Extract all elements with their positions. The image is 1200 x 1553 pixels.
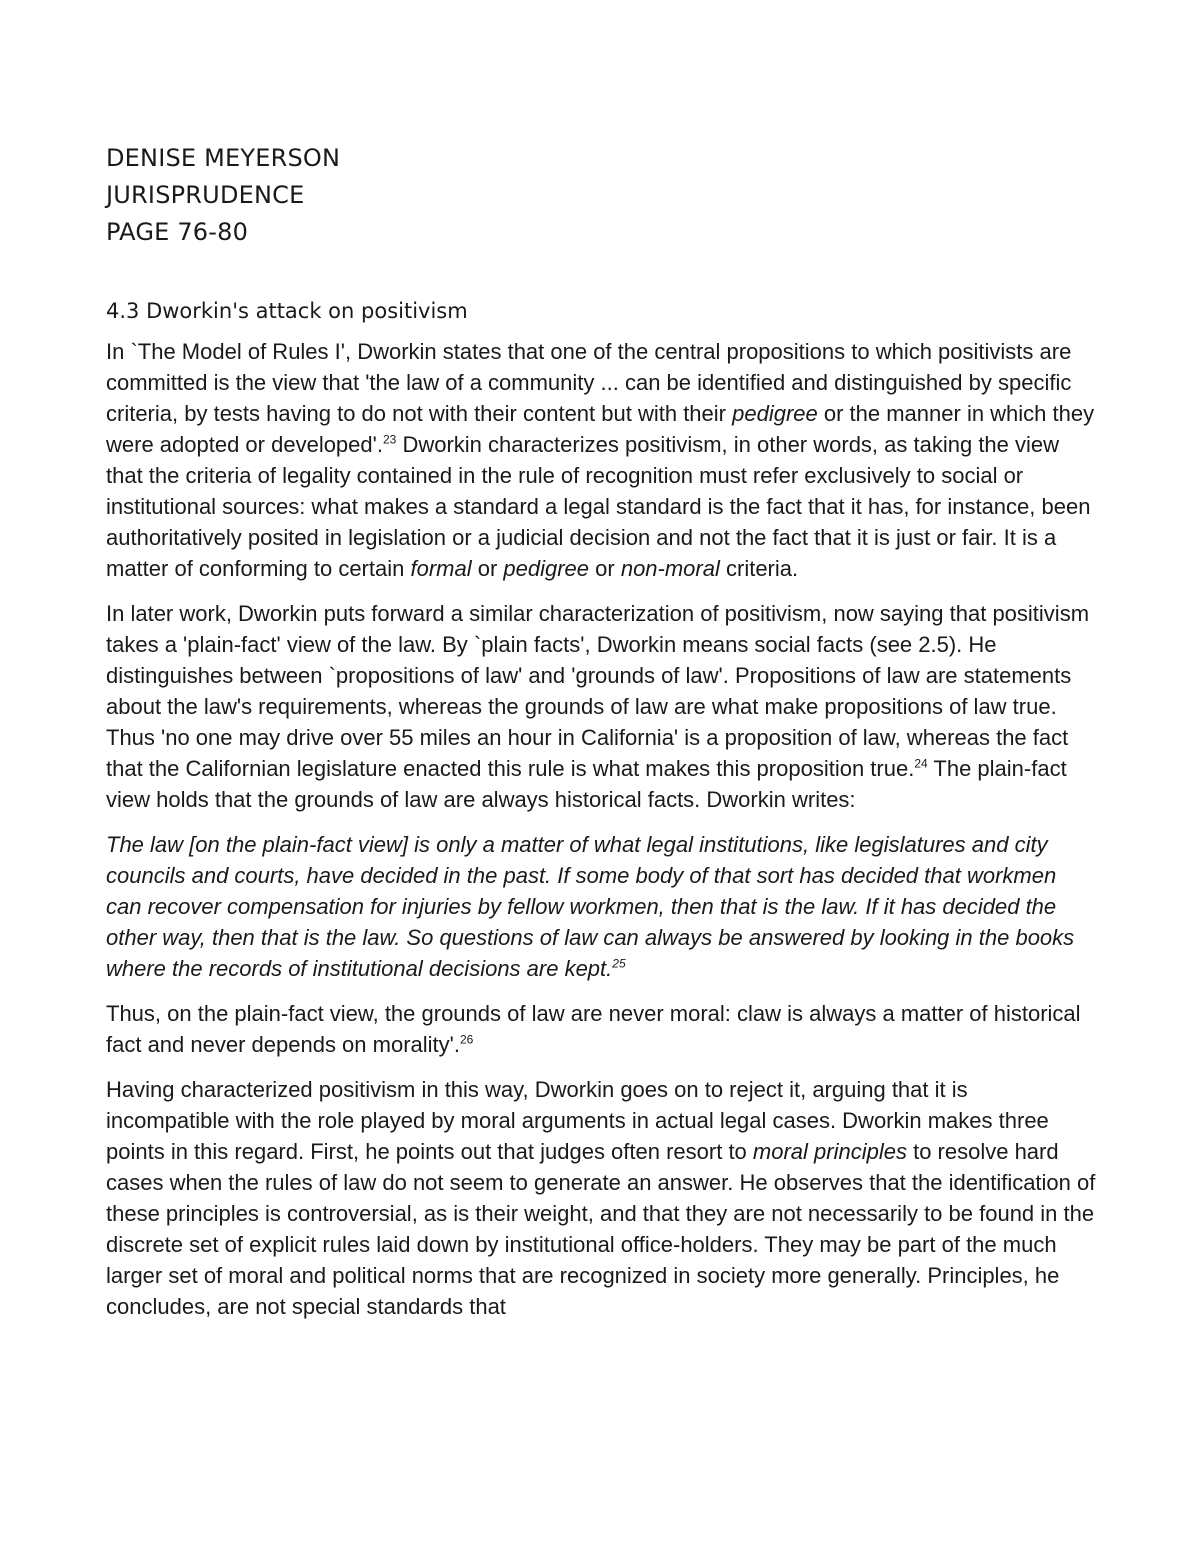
footnote-ref-23: 23 xyxy=(382,432,397,447)
emphasis-formal: formal xyxy=(410,556,472,581)
emphasis-moral-principles: moral principles xyxy=(752,1139,907,1164)
text-run: or xyxy=(589,556,621,581)
book-title: JURISPRUDENCE xyxy=(106,181,305,209)
paragraph-rejection xyxy=(106,1074,1096,1322)
author-name: DENISE MEYERSON xyxy=(106,144,341,172)
text-run: to resolve hard cases when the rules of law do not seem to generate an answer. He observes that the identification of these principles is controversial, as is their weight, and that they are not necessarily to be found in the discrete set of explicit rules laid down by institutional office-holders. They may be part of the much larger set of moral and political norms that are recognized in society more generally. Principles, he concludes, are not special standards that xyxy=(106,1139,1096,1319)
emphasis-non-moral: non-moral xyxy=(620,556,720,581)
page-range: PAGE 76-80 xyxy=(106,218,249,246)
text-run: Thus, on the plain-fact view, the grounds of law are never moral: claw is always a matter of historical fact and never depends on morality'. xyxy=(106,1001,1081,1057)
emphasis-pedigree: pedigree xyxy=(503,556,590,581)
section-heading: 4.3 Dworkin's attack on positivism xyxy=(106,299,468,323)
footnote-ref-24: 24 xyxy=(914,756,928,771)
footnote-ref-26: 26 xyxy=(459,1032,474,1047)
block-quote xyxy=(106,829,1096,984)
footnote-ref-25: 25 xyxy=(612,956,626,971)
text-run: The plain-fact view holds that the grounds of law are always historical facts. Dworkin writes: xyxy=(106,756,1067,812)
paragraph-plain-fact xyxy=(106,598,1096,815)
text-run: or the manner in which they were adopted or developed'. xyxy=(106,401,1095,457)
quote-text: The law [on the plain-fact view] is only a matter of what legal institutions, like legislatures and city councils and courts, have decided in the past. If some body of that sort has decided that workmen can recover compensation for injuries by fellow workmen, then that is the law. If it has decided the other way, then that is the law. So questions of law can always be answered by looking in the books where the records of institutional decisions are kept. xyxy=(106,832,1075,981)
paragraph-grounds-of-law xyxy=(106,998,1096,1060)
document-header xyxy=(106,140,1096,251)
text-run: In later work, Dworkin puts forward a similar characterization of positivism, now saying that positivism takes a 'plain-fact' view of the law. By `plain facts', Dworkin means social facts (see 2.5). He distinguishes between `propositions of law' and 'grounds of law'. Propositions of law are statements about the law's requirements, whereas the grounds of law are what make propositions of law true. Thus 'no one may drive over 55 miles an hour in California' is a proposition of law, whereas the fact that the Californian legislature enacted this rule is what makes this proposition true. xyxy=(106,601,1090,781)
paragraph-model-of-rules xyxy=(106,336,1096,584)
emphasis-pedigree: pedigree xyxy=(732,401,818,426)
text-run: or xyxy=(471,556,504,581)
text-run: criteria. xyxy=(719,556,799,581)
text-run: Having characterized positivism in this way, Dworkin goes on to reject it, arguing that it is incompatible with the role played by moral arguments in actual legal cases. Dworkin makes three points in this regard. First, he points out that judges often resort to xyxy=(106,1077,1049,1164)
text-run: In `The Model of Rules I', Dworkin states that one of the central propositions to which positivists are committed is the view that 'the law of a community ... can be identified and distinguished by specific criteria, by tests having to do not with their content but with their xyxy=(106,339,1072,426)
text-run: Dworkin characterizes positivism, in other words, as taking the view that the criteria of legality contained in the rule of recognition must refer exclusively to social or institutional sources: what makes a standard a legal standard is the fact that it has, for instance, been authoritatively posited in legislation or a judicial decision and not the fact that it is just or fair. It is a matter of conforming to certain xyxy=(106,432,1091,581)
document-page xyxy=(106,140,1096,1336)
